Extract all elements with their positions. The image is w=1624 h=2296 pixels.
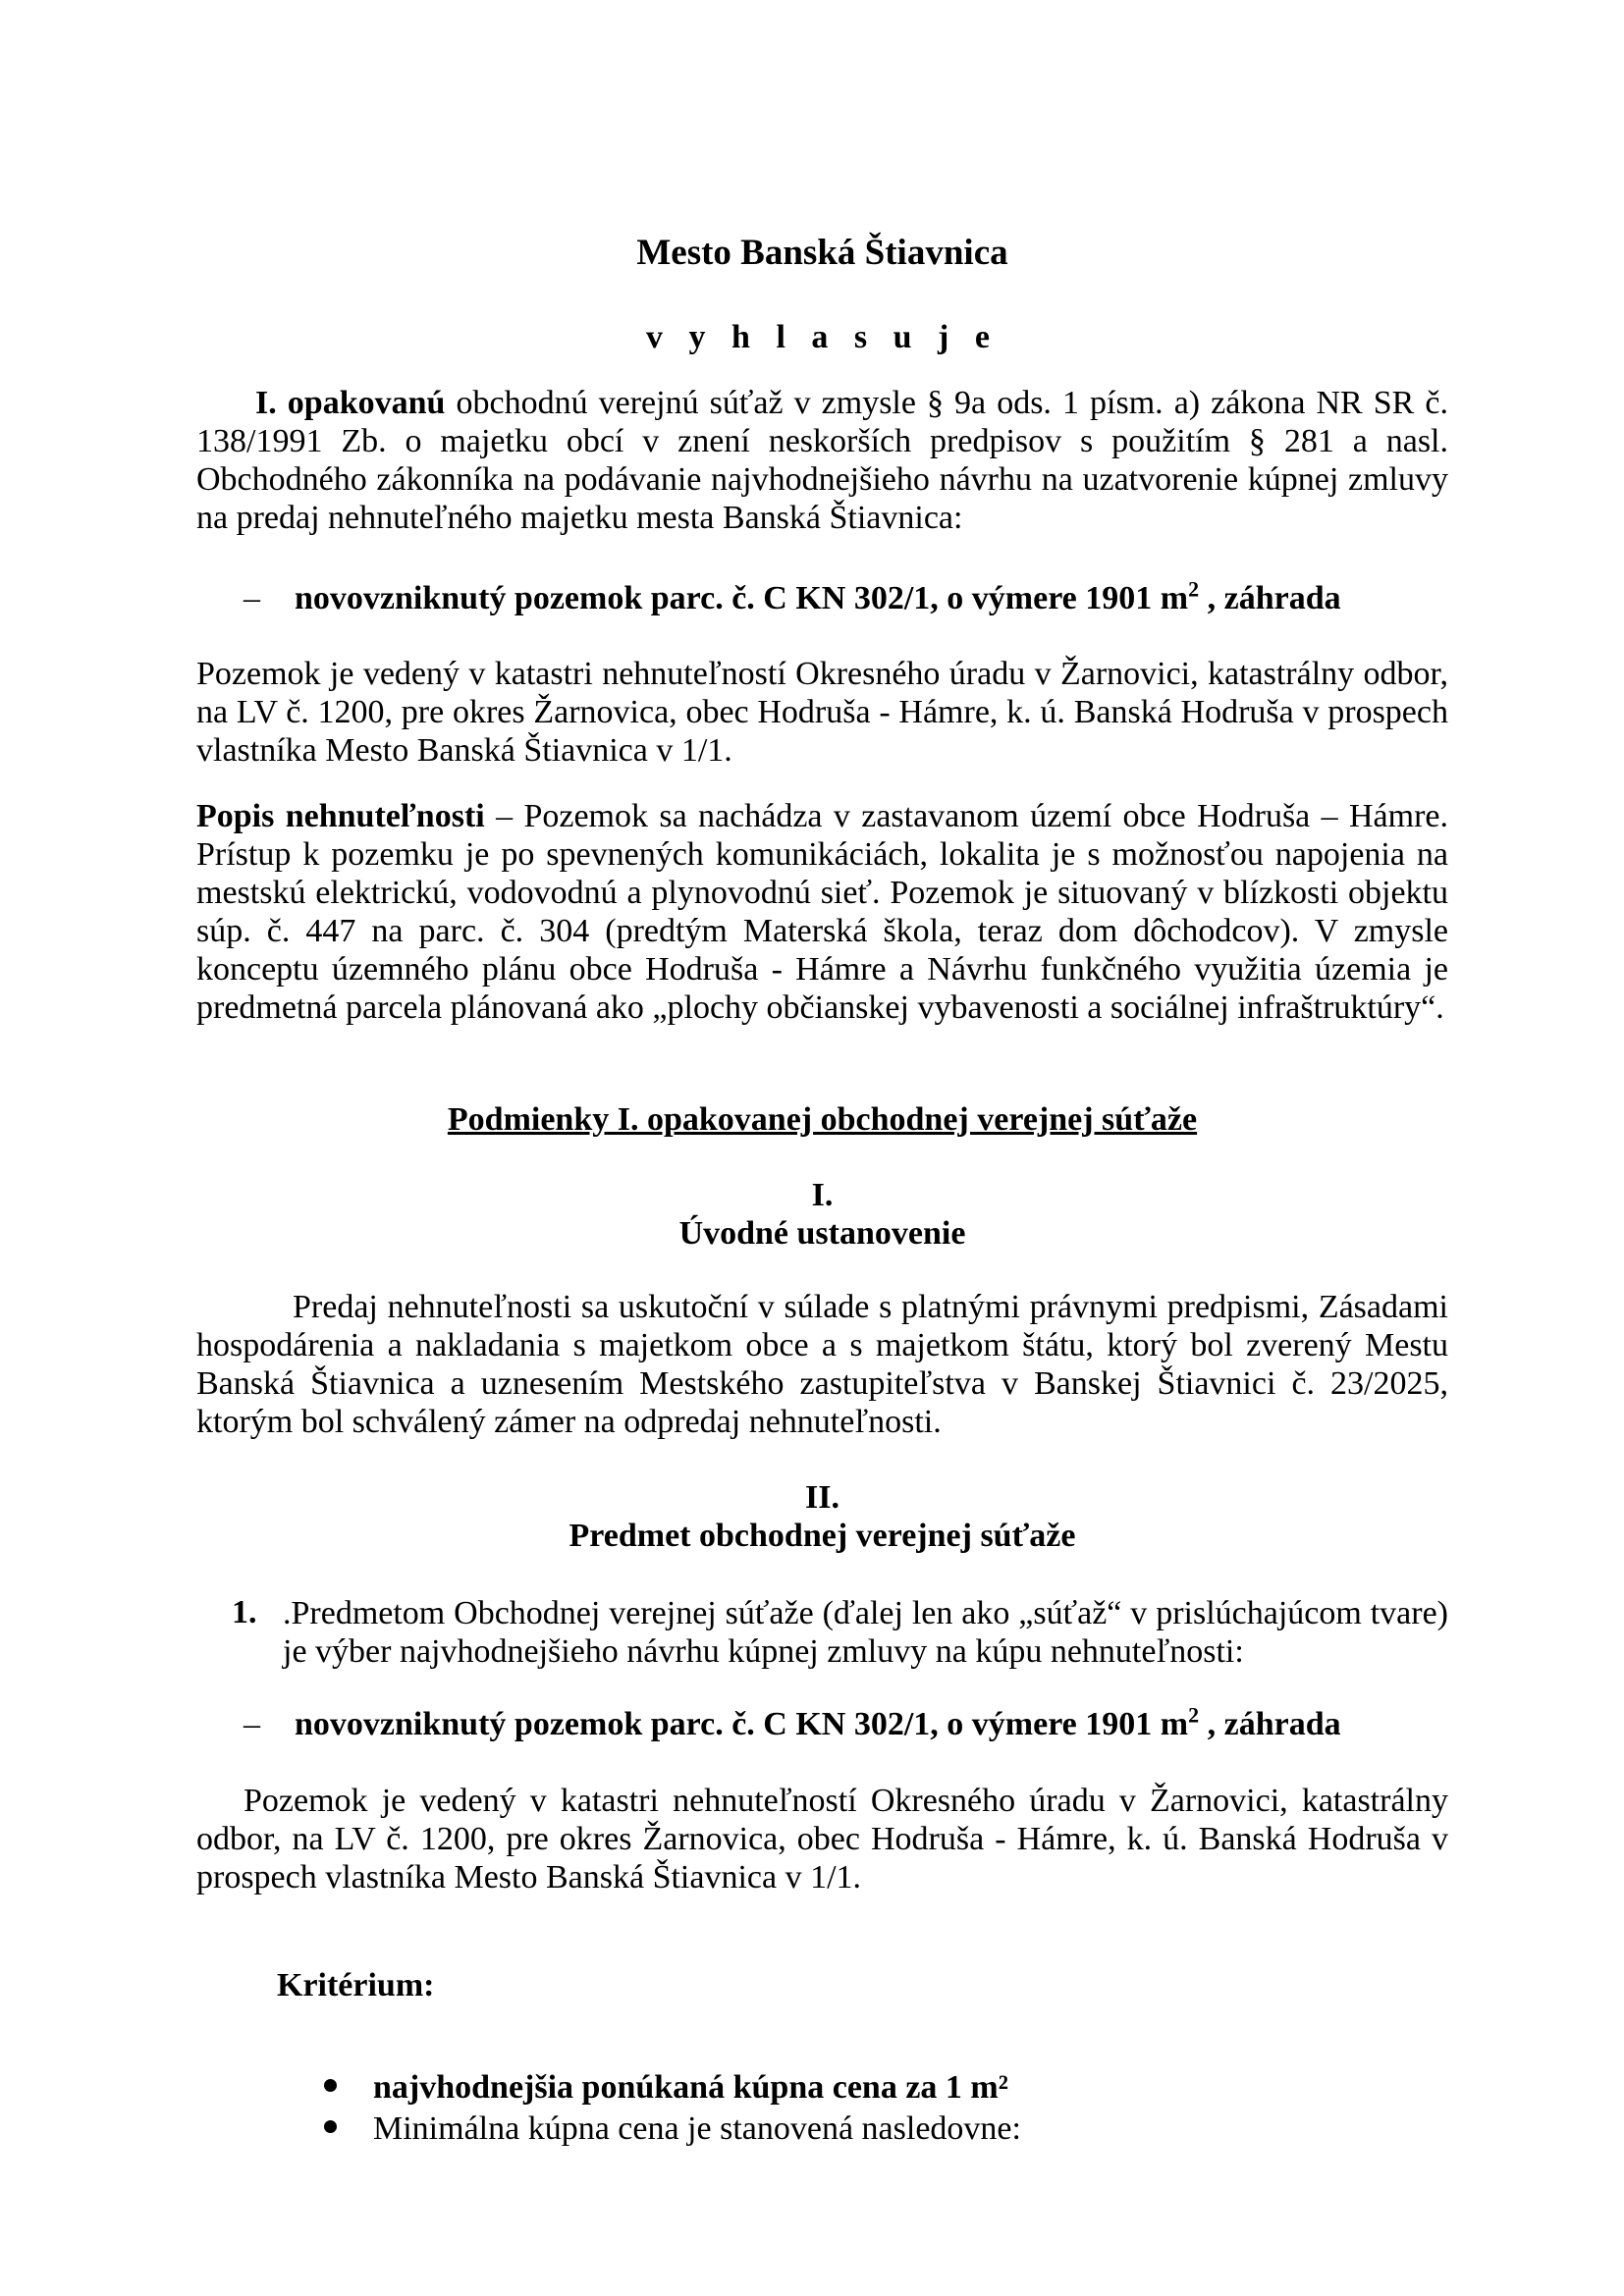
section-1-title: Úvodné ustanovenie — [678, 1215, 966, 1252]
intro-paragraph — [196, 384, 1448, 537]
bullet-dot — [324, 2079, 337, 2092]
announce-word: v y h l a s u j e — [646, 319, 999, 355]
dash-marker: – — [244, 580, 260, 616]
description-paragraph — [196, 797, 1448, 1027]
section-2-heading — [196, 1478, 1448, 1555]
criteria-item — [196, 2110, 1448, 2152]
dash-marker: – — [244, 1706, 260, 1742]
criteria-text: najvhodnejšia ponúkaná kúpna cena za 1 m² — [373, 2069, 1008, 2106]
registry-paragraph-1: Pozemok je vedený v katastri nehnuteľností Okresného úradu v Žarnovici, katastrálny odbor, na LV č. 1200, pre okres Žarnovica, obec Hodruša - Hámre, k. ú. Banská Hodruša v prospech vlastníka Mesto Banská Štiavnica v 1/1. — [196, 656, 1448, 769]
intro-bold: I. opakovanú — [255, 385, 446, 421]
property-suffix: , záhrada — [1199, 1706, 1341, 1742]
bullet-dot — [324, 2120, 337, 2133]
conditions-heading: Podmienky I. opakovanej obchodnej verejnej súťaže — [447, 1101, 1198, 1138]
description-bold: Popis nehnuteľnosti — [196, 798, 485, 834]
section-2-number: II. — [805, 1479, 839, 1516]
point-number: 1. — [232, 1594, 257, 1630]
document-title: Mesto Banská Štiavnica — [636, 233, 1008, 273]
description-text: – Pozemok sa nachádza v zastavanom území obce Hodruša – Hámre. Prístup k pozemku je po spevnených komunikáciách, lokalita je s možnosťou napojenia na mestskú elektrickú, vodovodnú a plynovodnú sieť. Pozemok je situovaný v blízkosti objektu súp. č. 447 na parc. č. 304 (predtým Materská škola, teraz dom dôchodcov). V zmysle konceptu územného plánu obce Hodruša - Hámre a Návrhu funkčného využitia územia je predmetná parcela plánovaná ako „plochy občianskej vybavenosti a sociálnej infraštruktúry“. — [196, 798, 1449, 1026]
criteria-text: Minimálna kúpna cena je stanovená nasledovne: — [373, 2110, 1021, 2147]
criteria-item — [196, 2069, 1448, 2110]
criteria-list — [196, 2069, 1448, 2152]
property-text: novovzniknutý pozemok parc. č. C KN 302/1, o výmere 1901 m — [295, 580, 1189, 616]
section-1-text: Predaj nehnuteľnosti sa uskutoční v súlade s platnými právnymi predpismi, Zásadami hospodárenia a nakladania s majetkom obce a s majetkom štátu, ktorý bol zverený Mestu Banská Štiavnica a uznesením Mestského zastupiteľstva v Banskej Štiavnici č. 23/2025, ktorým bol schválený zámer na odpredaj nehnuteľnosti. — [196, 1289, 1448, 1440]
registry-paragraph-2: Pozemok je vedený v katastri nehnuteľností Okresného úradu v Žarnovici, katastrálny odbor, na LV č. 1200, pre okres Žarnovica, obec Hodruša - Hámre, k. ú. Banská Hodruša v prospech vlastníka Mesto Banská Štiavnica v 1/1. — [196, 1783, 1448, 1896]
property-sup: 2 — [1188, 1702, 1200, 1728]
section-2-title: Predmet obchodnej verejnej súťaže — [568, 1518, 1076, 1554]
section-1-heading — [196, 1176, 1448, 1253]
property-sup: 2 — [1188, 576, 1200, 602]
intro-text: obchodnú verejnú súťaž v zmysle § 9a ods. 1 písm. a) zákona NR SR č. 138/1991 Zb. o majetku obcí v znení neskorších predpisov s použitím § 281 a nasl. Obchodného zákonníka na podávanie najvhodnejšieho návrhu na uzatvorenie kúpnej zmluvy na predaj nehnuteľného majetku mesta Banská Štiavnica: — [196, 385, 1448, 536]
property-text: novovzniknutý pozemok parc. č. C KN 302/1, o výmere 1901 m — [295, 1706, 1189, 1742]
point-text: .Predmetom Obchodnej verejnej súťaže (ďalej len ako „súťaž“ v prislúchajúcom tvare) je výber najvhodnejšieho návrhu kúpnej zmluvy na kúpu nehnuteľnosti: — [283, 1595, 1448, 1670]
criterion-label: Kritérium: — [277, 1967, 435, 2003]
property-suffix: , záhrada — [1199, 580, 1341, 616]
section-1-number: I. — [811, 1177, 834, 1213]
